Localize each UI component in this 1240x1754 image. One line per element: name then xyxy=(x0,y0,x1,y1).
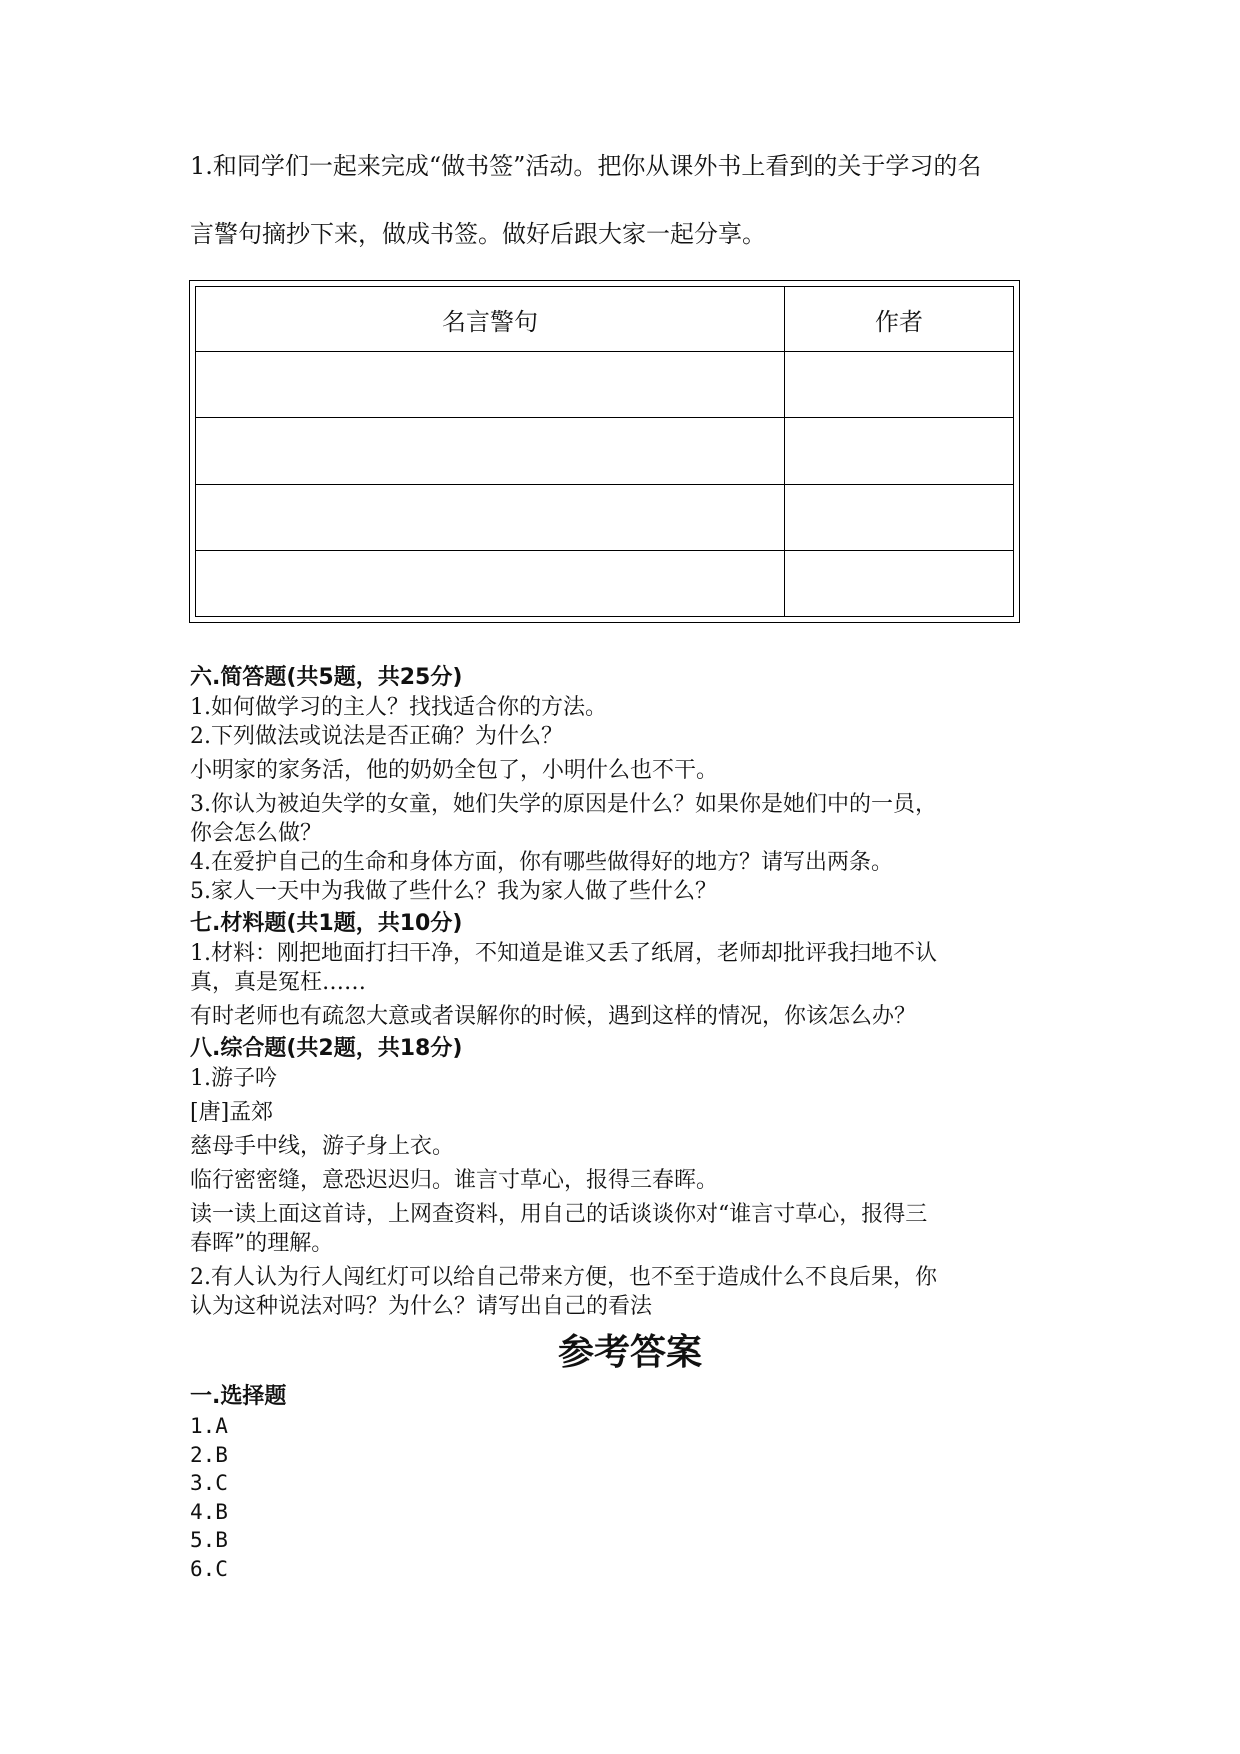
section-7-title: 七.材料题(共1题，共10分) xyxy=(190,911,463,936)
author-cell[interactable] xyxy=(785,352,1014,418)
quote-cell[interactable] xyxy=(196,550,785,616)
header-author: 作者 xyxy=(785,287,1014,352)
section-8-q1-question-line1: 读一读上面这首诗，上网查资料，用自己的话谈谈你对“谁言寸草心，报得三 xyxy=(190,1202,928,1227)
section-7-q1-question: 有时老师也有疏忽大意或者误解你的时候，遇到这样的情况，你该怎么办？ xyxy=(190,1004,917,1029)
questions-content xyxy=(190,660,1070,1583)
header-quote: 名言警句 xyxy=(196,287,785,352)
intro-line-2: 言警句摘抄下来，做成书签。做好后跟大家一起分享。 xyxy=(190,220,766,248)
table-header-row xyxy=(196,287,1014,352)
author-cell[interactable] xyxy=(785,418,1014,484)
section-7-q1-line1: 1.材料：刚把地面打扫干净，不知道是谁又丢了纸屑，老师却批评我扫地不认 xyxy=(190,941,937,966)
quote-cell[interactable] xyxy=(196,484,785,550)
answers-section-1-title: 一.选择题 xyxy=(190,1384,287,1409)
author-cell[interactable] xyxy=(785,550,1014,616)
section-6-q3-line1: 3.你认为被迫失学的女童，她们失学的原因是什么？如果你是她们中的一员， xyxy=(190,792,937,817)
answer-item: 6.C xyxy=(190,1556,228,1581)
table-row xyxy=(196,484,1014,550)
section-6-q1: 1.如何做学习的主人？找找适合你的方法。 xyxy=(190,695,607,720)
section-7-q1-line2: 真，真是冤枉…… xyxy=(190,970,367,995)
section-8-title: 八.综合题(共2题，共18分) xyxy=(190,1036,463,1061)
answer-item: 5.B xyxy=(190,1528,228,1552)
answer-item: 3.C xyxy=(190,1471,228,1495)
section-8-q1-author: [唐]孟郊 xyxy=(190,1100,274,1125)
section-8-q2-line2: 认为这种说法对吗？为什么？请写出自己的看法 xyxy=(190,1294,653,1319)
section-8-poem-line1: 慈母手中线，游子身上衣。 xyxy=(190,1134,455,1159)
answers-title: 参考答案 xyxy=(557,1332,702,1373)
quote-cell[interactable] xyxy=(196,352,785,418)
bookmark-quote-table xyxy=(189,280,1020,623)
intro-line-1: 1.和同学们一起来完成“做书签”活动。把你从课外书上看到的关于学习的名 xyxy=(190,152,982,180)
section-8-poem-line2: 临行密密缝，意恐迟迟归。谁言寸草心，报得三春晖。 xyxy=(190,1168,719,1193)
section-6-q5: 5.家人一天中为我做了些什么？我为家人做了些什么？ xyxy=(190,879,717,904)
table-row xyxy=(196,418,1014,484)
section-6-q3-line2: 你会怎么做？ xyxy=(190,821,323,846)
section-6-title: 六.简答题(共5题，共25分) xyxy=(190,665,463,690)
answer-item: 2.B xyxy=(190,1442,228,1467)
section-6-q2-text: 小明家的家务活，他的奶奶全包了，小明什么也不干。 xyxy=(190,758,719,783)
section-8-q1-title: 1.游子吟 xyxy=(190,1066,277,1091)
author-cell[interactable] xyxy=(785,484,1014,550)
answer-list xyxy=(190,1412,1070,1583)
answer-item: 4.B xyxy=(190,1499,228,1524)
section-8-q2-line1: 2.有人认为行人闯红灯可以给自己带来方便，也不至于造成什么不良后果，你 xyxy=(190,1265,937,1290)
answer-item: 1.A xyxy=(190,1414,228,1438)
quote-cell[interactable] xyxy=(196,418,785,484)
table-row xyxy=(196,352,1014,418)
section-8-q1-question-line2: 春晖”的理解。 xyxy=(190,1231,334,1256)
table-row xyxy=(196,550,1014,616)
section-6-q4: 4.在爱护自己的生命和身体方面，你有哪些做得好的地方？请写出两条。 xyxy=(190,850,893,875)
section-6-q2: 2.下列做法或说法是否正确？为什么？ xyxy=(190,724,563,749)
